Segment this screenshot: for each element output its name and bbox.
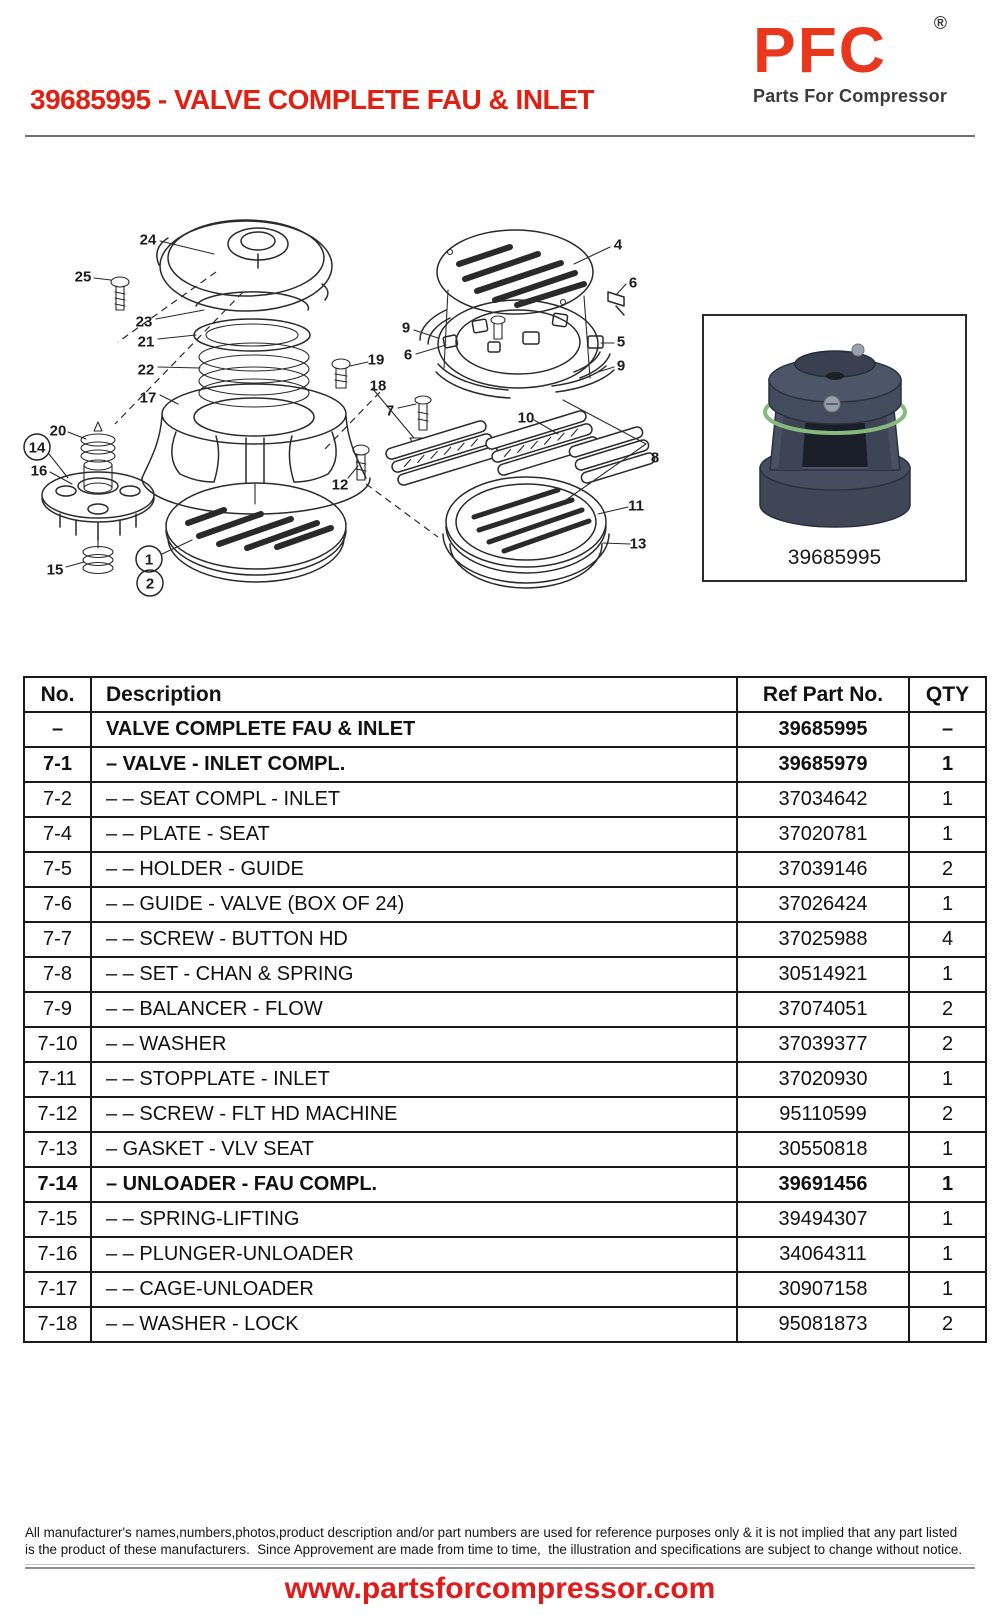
cell-description: – – GUIDE - VALVE (BOX OF 24) bbox=[91, 887, 737, 922]
cell-ref-part-no: 37074051 bbox=[737, 992, 909, 1027]
pfc-logo-row bbox=[753, 13, 953, 86]
cell-no: 7-11 bbox=[24, 1062, 91, 1097]
cell-no: 7-15 bbox=[24, 1202, 91, 1237]
cell-description: – – SCREW - FLT HD MACHINE bbox=[91, 1097, 737, 1132]
diagram-callout-12: 12 bbox=[331, 476, 349, 494]
cell-description: – – WASHER - LOCK bbox=[91, 1307, 737, 1342]
disclaimer-line-2: is the product of these manufacturers. Since Approvement are made from time to time, the illustration and specifications are subject to change without notice. bbox=[25, 1542, 963, 1558]
diagram-callout-9: 9 bbox=[401, 319, 411, 337]
table-row bbox=[24, 992, 986, 1027]
diagram-callout-6: 6 bbox=[628, 274, 638, 292]
diagram-callout-13: 13 bbox=[629, 535, 647, 553]
diagram-callout-23: 23 bbox=[135, 313, 153, 331]
diagram-callout-7: 7 bbox=[385, 402, 395, 420]
diagram-callout-18: 18 bbox=[369, 377, 387, 395]
diagram-callout-19: 19 bbox=[367, 351, 385, 369]
diagram-callout-8: 8 bbox=[650, 449, 660, 467]
table-row bbox=[24, 1272, 986, 1307]
table-row bbox=[24, 887, 986, 922]
cell-ref-part-no: 39494307 bbox=[737, 1202, 909, 1237]
diagram-callout-9: 9 bbox=[616, 357, 626, 375]
cell-qty: 1 bbox=[909, 1272, 986, 1307]
cell-ref-part-no: 37034642 bbox=[737, 782, 909, 817]
table-row bbox=[24, 712, 986, 747]
table-header-row bbox=[24, 677, 986, 712]
cell-ref-part-no: 37020781 bbox=[737, 817, 909, 852]
table-row bbox=[24, 747, 986, 782]
cell-qty: 1 bbox=[909, 1237, 986, 1272]
cell-no: 7-2 bbox=[24, 782, 91, 817]
cell-description: – – SCREW - BUTTON HD bbox=[91, 922, 737, 957]
diagram-callout-15: 15 bbox=[46, 561, 64, 579]
cell-no: 7-13 bbox=[24, 1132, 91, 1167]
product-photo-box bbox=[702, 314, 967, 582]
exploded-parts-diagram bbox=[18, 192, 673, 604]
table-row bbox=[24, 852, 986, 887]
cell-description: – – SEAT COMPL - INLET bbox=[91, 782, 737, 817]
cell-description: – VALVE - INLET COMPL. bbox=[91, 747, 737, 782]
cell-qty: – bbox=[909, 712, 986, 747]
cell-no: 7-16 bbox=[24, 1237, 91, 1272]
exploded-view-drawing bbox=[18, 192, 673, 604]
cell-qty: 2 bbox=[909, 992, 986, 1027]
cell-ref-part-no: 39691456 bbox=[737, 1167, 909, 1202]
diagram-callout-24: 24 bbox=[139, 231, 157, 249]
cell-no: 7-6 bbox=[24, 887, 91, 922]
cell-description: – – STOPPLATE - INLET bbox=[91, 1062, 737, 1097]
cell-ref-part-no: 30907158 bbox=[737, 1272, 909, 1307]
pfc-logo-tagline: Parts For Compressor bbox=[753, 86, 948, 106]
cell-ref-part-no: 37020930 bbox=[737, 1062, 909, 1097]
table-row bbox=[24, 1202, 986, 1237]
table-row bbox=[24, 782, 986, 817]
cell-description: – GASKET - VLV SEAT bbox=[91, 1132, 737, 1167]
diagram-callout-11: 11 bbox=[628, 497, 644, 515]
table-row bbox=[24, 1027, 986, 1062]
cell-ref-part-no: 95081873 bbox=[737, 1307, 909, 1342]
footer-divider bbox=[25, 1564, 975, 1569]
page-title: 39685995 - VALVE COMPLETE FAU & INLET bbox=[30, 84, 594, 115]
diagram-callout-2: 2 bbox=[145, 575, 155, 593]
cell-ref-part-no: 30514921 bbox=[737, 957, 909, 992]
cell-qty: 1 bbox=[909, 1062, 986, 1097]
diagram-callout-17: 17 bbox=[139, 389, 157, 407]
cell-no: 7-1 bbox=[24, 747, 91, 782]
cell-ref-part-no: 37039377 bbox=[737, 1027, 909, 1062]
cell-description: – – PLUNGER-UNLOADER bbox=[91, 1237, 737, 1272]
table-row bbox=[24, 1167, 986, 1202]
table-row bbox=[24, 957, 986, 992]
diagram-callout-20: 20 bbox=[49, 422, 67, 440]
cell-description: – UNLOADER - FAU COMPL. bbox=[91, 1167, 737, 1202]
cell-qty: 2 bbox=[909, 1307, 986, 1342]
table-row bbox=[24, 1097, 986, 1132]
diagram-callout-14: 14 bbox=[28, 439, 46, 457]
disclaimer-text bbox=[25, 1524, 975, 1559]
cell-no: 7-5 bbox=[24, 852, 91, 887]
website-link[interactable]: www.partsforcompressor.com bbox=[284, 1572, 716, 1605]
column-header-description: Description bbox=[91, 677, 737, 712]
cell-no: 7-7 bbox=[24, 922, 91, 957]
diagram-callout-21: 21 bbox=[137, 333, 155, 351]
cell-qty: 1 bbox=[909, 1132, 986, 1167]
cell-description: – – SET - CHAN & SPRING bbox=[91, 957, 737, 992]
diagram-callout-1: 1 bbox=[144, 551, 154, 569]
cell-no: 7-14 bbox=[24, 1167, 91, 1202]
cell-no: 7-9 bbox=[24, 992, 91, 1027]
cell-description: – – HOLDER - GUIDE bbox=[91, 852, 737, 887]
diagram-callout-5: 5 bbox=[616, 333, 626, 351]
table-row bbox=[24, 1237, 986, 1272]
cell-description: VALVE COMPLETE FAU & INLET bbox=[91, 712, 737, 747]
cell-ref-part-no: 34064311 bbox=[737, 1237, 909, 1272]
cell-qty: 2 bbox=[909, 1097, 986, 1132]
column-header-qty: QTY bbox=[909, 677, 986, 712]
disclaimer-line-1: All manufacturer's names,numbers,photos,product description and/or part numbers are used for reference purposes only & it is not implied that any part listed bbox=[25, 1525, 958, 1540]
diagram-callout-10: 10 bbox=[517, 409, 535, 427]
pfc-logo bbox=[753, 13, 953, 107]
parts-table bbox=[23, 676, 987, 1343]
cell-ref-part-no: 37039146 bbox=[737, 852, 909, 887]
cell-qty: 1 bbox=[909, 887, 986, 922]
cell-description: – – WASHER bbox=[91, 1027, 737, 1062]
cell-description: – – BALANCER - FLOW bbox=[91, 992, 737, 1027]
cell-no: 7-4 bbox=[24, 817, 91, 852]
diagram-callout-16: 16 bbox=[30, 462, 48, 480]
table-row bbox=[24, 922, 986, 957]
cell-ref-part-no: 30550818 bbox=[737, 1132, 909, 1167]
cell-no: 7-12 bbox=[24, 1097, 91, 1132]
cell-qty: 1 bbox=[909, 747, 986, 782]
cell-description: – – CAGE-UNLOADER bbox=[91, 1272, 737, 1307]
cell-qty: 2 bbox=[909, 852, 986, 887]
table-row bbox=[24, 1062, 986, 1097]
table-row bbox=[24, 817, 986, 852]
diagram-callout-4: 4 bbox=[613, 236, 623, 254]
cell-qty: 1 bbox=[909, 782, 986, 817]
cell-qty: 1 bbox=[909, 817, 986, 852]
cell-no: 7-10 bbox=[24, 1027, 91, 1062]
cell-qty: 1 bbox=[909, 1202, 986, 1237]
diagram-callout-22: 22 bbox=[137, 361, 155, 379]
cell-description: – – PLATE - SEAT bbox=[91, 817, 737, 852]
product-photo-caption: 39685995 bbox=[787, 546, 882, 569]
cell-qty: 2 bbox=[909, 1027, 986, 1062]
diagram-callouts bbox=[24, 232, 659, 597]
cell-no: 7-18 bbox=[24, 1307, 91, 1342]
table-row bbox=[24, 1132, 986, 1167]
cell-ref-part-no: 39685995 bbox=[737, 712, 909, 747]
cell-ref-part-no: 39685979 bbox=[737, 747, 909, 782]
cell-qty: 4 bbox=[909, 922, 986, 957]
cell-description: – – SPRING-LIFTING bbox=[91, 1202, 737, 1237]
cell-ref-part-no: 37026424 bbox=[737, 887, 909, 922]
header-divider bbox=[25, 135, 975, 137]
cell-no: 7-8 bbox=[24, 957, 91, 992]
table-row bbox=[24, 1307, 986, 1342]
diagram-callout-6: 6 bbox=[403, 346, 413, 364]
product-photo bbox=[706, 320, 963, 535]
registered-trademark-icon: ® bbox=[933, 13, 947, 33]
cell-no: 7-17 bbox=[24, 1272, 91, 1307]
cell-no: – bbox=[24, 712, 91, 747]
column-header-ref-part-no: Ref Part No. bbox=[737, 677, 909, 712]
cell-ref-part-no: 95110599 bbox=[737, 1097, 909, 1132]
pfc-logo-text: PFC bbox=[753, 14, 887, 86]
diagram-callout-25: 25 bbox=[74, 268, 92, 286]
cell-qty: 1 bbox=[909, 957, 986, 992]
column-header-no: No. bbox=[24, 677, 91, 712]
cell-ref-part-no: 37025988 bbox=[737, 922, 909, 957]
cell-qty: 1 bbox=[909, 1167, 986, 1202]
